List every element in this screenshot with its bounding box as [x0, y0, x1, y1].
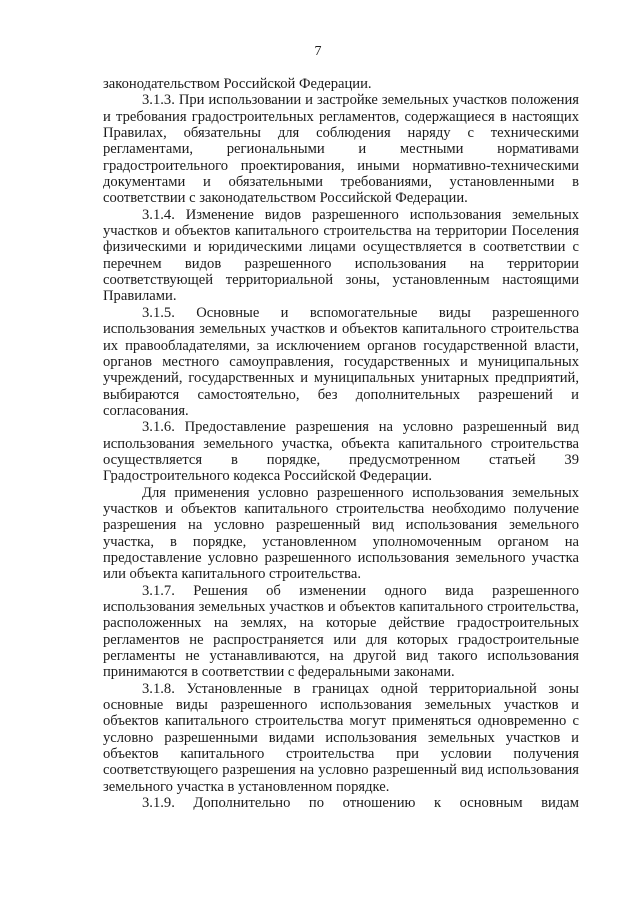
paragraph-3-1-7: 3.1.7. Решения об изменении одного вида разрешенного использования земельных участков и объектов капитального строительства, расположенных на землях, на которые действие градостроительных регламентов не распространяется или для которых градостроительные регламенты не устанавливаются, на другой вид такого использования принимаются в соответствии с федеральными законами. [103, 582, 579, 681]
paragraph-3-1-4: 3.1.4. Изменение видов разрешенного использования земельных участков и объектов капитального строительства на территории Поселения физическими и юридическими лицами осуществляется в соответствии с перечнем видов разрешенного использования на территории соответствующей территориальной зоны, установленным настоящими Правилами. [103, 206, 579, 305]
paragraph-3-1-6: 3.1.6. Предоставление разрешения на условно разрешенный вид использования земельного участка, объекта капитального строительства осуществляется в порядке, предусмотренном статьей 39 Градостроительного кодекса Российской Федерации. [103, 419, 579, 485]
paragraph-3-1-5: 3.1.5. Основные и вспомогательные виды разрешенного использования земельных участков и объектов капитального строительства их правообладателями, за исключением органов государственной власти, органов местного самоуправления, государственных и муниципальных учреждений, государственных и муниципальных унитарных предприятий, выбираются самостоятельно, без дополнительных разрешений и согласования. [103, 304, 579, 419]
document-body [103, 76, 579, 811]
paragraph-3-1-3: 3.1.3. При использовании и застройке земельных участков положения и требования градостроительных регламентов, содержащиеся в настоящих Правилах, обязательны для соблюдения наряду с техническими регламентами, региональными и местными нормативами градостроительного проектирования, иными нормативно-техническими документами и обязательными требованиями, установленными в соответствии с законодательством Российской Федерации. [103, 92, 579, 207]
page-number: 7 [314, 44, 322, 59]
paragraph-conditional-use: Для применения условно разрешенного использования земельных участков и объектов капитального строительства необходимо получение разрешения на условно разрешенный вид использования земельного участка, в порядке, установленном уполномоченным органом на предоставление условно разрешенного использования земельного участка или объекта капитального строительства. [103, 484, 579, 583]
paragraph-3-1-9: 3.1.9. Дополнительно по отношению к основным видам [142, 795, 579, 812]
paragraph-continuation: законодательством Российской Федерации. [103, 76, 372, 92]
paragraph-3-1-8: 3.1.8. Установленные в границах одной территориальной зоны основные виды разрешенного использования земельных участков и объектов капитального строительства могут применяться одновременно с условно разрешенными видами использования земельных участков и объектов капитального строительства при условии получения соответствующего разрешения на условно разрешенный вид использования земельного участка в установленном порядке. [103, 680, 579, 795]
